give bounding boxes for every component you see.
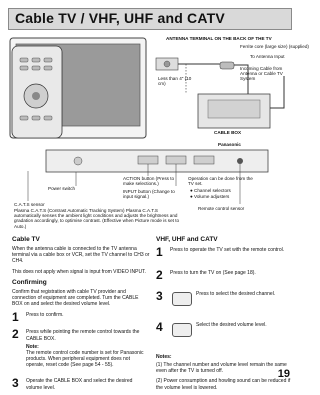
to-antenna-input-label: To Antenna Input	[250, 54, 285, 59]
operation-label: Operation can be done from the TV set.	[188, 176, 253, 187]
cable-tv-paragraph-1: When the antenna cable is connected to the TV antenna terminal via a cable box or VCR, set the TV channel to CH3 or CH4.	[12, 246, 150, 265]
cable-tv-heading: Cable TV	[12, 236, 40, 243]
less-than-label: Less than 4" (10 cm)	[158, 76, 192, 87]
incoming-cable-label: Incoming Cable from Antenna or Cable TV System	[240, 66, 283, 82]
power-switch-label: Power switch	[48, 186, 76, 191]
right-step-2: 2 Press to turn the TV on (See page 18).	[156, 269, 294, 287]
right-step-1-text: Press to operate the TV set with the remote control.	[170, 247, 285, 253]
left-note-title: Note:	[26, 343, 39, 350]
right-step-3: 3 Press to select the desired channel.	[156, 290, 294, 318]
left-column	[12, 236, 150, 394]
panel-buttons	[138, 156, 158, 164]
page-title-bar	[8, 8, 292, 30]
note-2: (2) Power consumption and howling sound can be reduced if the volume level is lowered.	[156, 378, 291, 391]
channel-selectors-label: ● Channel selectors	[190, 188, 231, 193]
input-button-label: INPUT button (Change to input signal.)	[123, 189, 175, 200]
left-note-text: The remote control code number is set for Panasonic products. When peripheral equipment does not operate, reset code (See page 54 - 55).	[26, 350, 144, 369]
action-button-label: ACTION button (Press to make selections.)	[123, 176, 175, 187]
confirming-heading: Confirming	[12, 278, 47, 286]
page-title: Cable TV / VHF, UHF and CATV	[15, 10, 225, 26]
right-step-4-text: Select the desired volume level.	[196, 322, 267, 328]
brand-label: Panasonic	[218, 142, 241, 147]
remote-button-icon	[172, 292, 192, 306]
right-step-4: 4 Select the desired volume level.	[156, 321, 294, 351]
tv-connection-illustration	[8, 36, 309, 229]
ferrite-core-label: Ferrite core (large size) (supplied)	[240, 44, 309, 49]
left-step-3-text: Operate the CABLE BOX and select the desired volume level.	[26, 378, 133, 391]
power-switch-shape	[74, 157, 82, 165]
remote-sensor-label: Remote control sensor	[198, 206, 245, 211]
cats-desc: Plasma C.A.T.S (Contrast Automatic Tracking System) Plasma C.A.T.S automatically senses the ambient light conditions and adjusts the brightness and gradation accordingly, to optimise contrast. (Effective when Picture mode is set to Auto.)	[14, 208, 180, 229]
left-step-2-text: Press while pointing the remote control towards the CABLE BOX.	[26, 329, 140, 342]
right-step-3-text: Press to select the desired channel.	[196, 291, 276, 297]
left-step-1: 1 Press to confirm.	[12, 310, 64, 325]
cable-tv-paragraph-2: This does not apply when signal is input from VIDEO INPUT.	[12, 268, 146, 275]
remote-illustration	[12, 46, 62, 138]
left-step-2: 2 Press while pointing the remote control towards the CABLE BOX. Note: The remote control code number is set for Panasonic products. When peripheral equipment does not operate, reset code (See page 54 - 55).	[12, 328, 150, 374]
right-column	[156, 236, 294, 395]
right-step-2-text: Press to turn the TV on (See page 18).	[170, 270, 256, 276]
volume-adjusters-label: ● Volume adjusters	[190, 194, 230, 199]
left-step-1-text: Press to confirm.	[26, 312, 64, 319]
notes-title: Notes:	[156, 354, 172, 360]
page-number: 19	[277, 368, 290, 380]
cats-sensor-label: C.A.T.S sensor	[14, 202, 45, 207]
cable-box-label: CABLE BOX	[214, 130, 242, 135]
remote-volume-icon	[172, 323, 192, 337]
vhf-uhf-heading: VHF, UHF and CATV	[156, 236, 218, 243]
note-1: (1) The channel number and volume level remain the same even after the TV is turned off.	[156, 362, 287, 375]
antenna-terminal-label: ANTENNA TERMINAL ON THE BACK OF THE TV	[166, 36, 272, 41]
remote-sensor-shape	[237, 158, 243, 164]
left-step-3: 3 Operate the CABLE BOX and select the desired volume level.	[12, 377, 150, 391]
ferrite-core	[220, 62, 234, 69]
right-step-1: 1 Press to operate the TV set with the remote control.	[156, 246, 294, 266]
confirming-paragraph: Confirm that registration with cable TV provider and connection of equipment are completed. Turn the CABLE BOX on and select the desired volume level.	[12, 288, 139, 308]
